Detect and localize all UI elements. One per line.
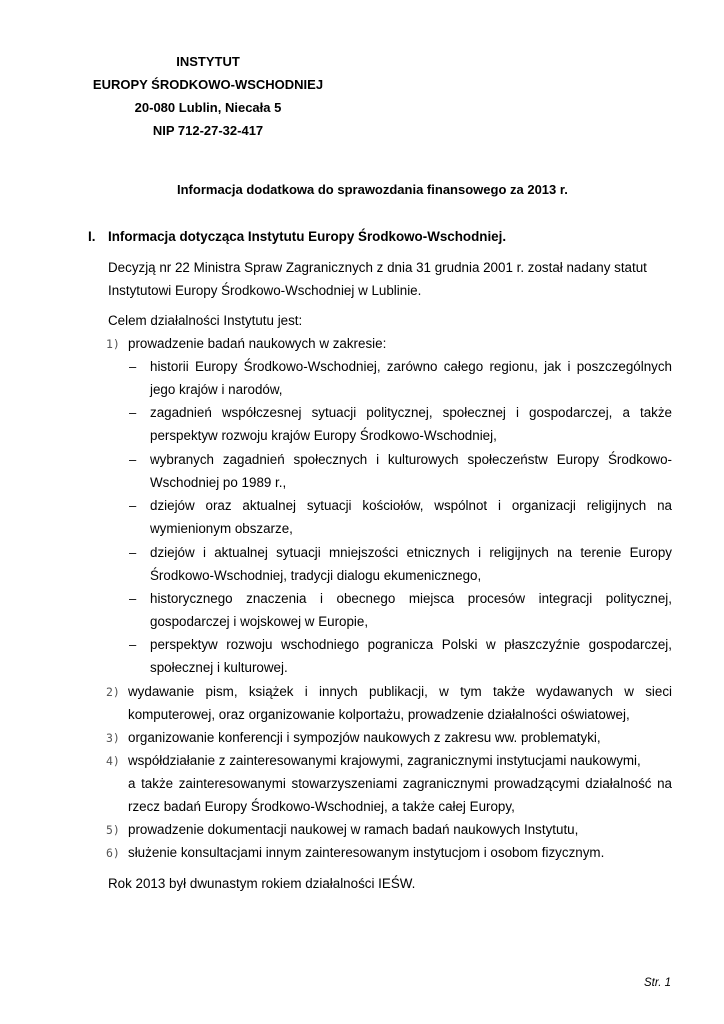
goal-5-number: 5) (106, 823, 120, 837)
subitem-7-line-2: społecznej i kulturowej. (150, 660, 288, 675)
subitem-6-line-1: historycznego znaczenia i obecnego miejsca procesów integracji politycznej, (150, 591, 672, 606)
goal-3-number: 3) (106, 731, 120, 745)
goal-6-number: 6) (106, 846, 120, 860)
goal-4-line-2: a także zainteresowanymi stowarzyszeniami zagranicznymi prowadzącymi działalność na (128, 776, 672, 791)
subitem-2-line-1: zagadnień współczesnej sytuacji politycznej, społecznej i gospodarczej, a także (150, 405, 672, 420)
section-title: Informacja dotycząca Instytutu Europy Środkowo-Wschodniej. (108, 229, 507, 244)
intro-line-1: Decyzją nr 22 Ministra Spraw Zagranicznych z dnia 31 grudnia 2001 r. został nadany statut (108, 260, 647, 275)
intro-line-2: Instytutowi Europy Środkowo-Wschodniej w Lublinie. (108, 283, 422, 298)
subitem-1-line-1: historii Europy Środkowo-Wschodniej, zarówno całego regionu, jak i poszczególnych (150, 359, 672, 374)
subitem-5-line-1: dziejów i aktualnej sytuacji mniejszości etnicznych i religijnych na terenie Europy (150, 545, 672, 560)
goal-6-text: służenie konsultacjami innym zainteresowanym instytucjom i osobom fizycznym. (128, 845, 605, 860)
goals-lead: Celem działalności Instytutu jest: (108, 313, 303, 328)
goal-4-line-3: rzecz badań Europy Środkowo-Wschodniej, a także całej Europy, (128, 799, 515, 814)
subitem-4-line-2: wymienionym obszarze, (150, 521, 293, 536)
subitem-3-line-2: Wschodniej po 1989 r., (150, 475, 287, 490)
goal-4-line-1: współdziałanie z zainteresowanymi krajowymi, zagranicznymi instytucjami naukowymi, (128, 753, 641, 768)
subitem-7-line-1: perspektyw rozwoju wschodniego pogranicza Polski w płaszczyźnie gospodarczej, (150, 637, 672, 652)
subitem-2-line-2: perspektyw rozwoju krajów Europy Środkowo-Wschodniej, (150, 428, 497, 443)
goal-3-text: organizowanie konferencji i sympozjów naukowych z zakresu ww. problematyki, (128, 730, 601, 745)
institute-name-line2: EUROPY ŚRODKOWO-WSCHODNIEJ (92, 77, 324, 92)
bullet-dash-icon: – (129, 405, 137, 420)
goal-2-number: 2) (106, 685, 120, 699)
bullet-dash-icon: – (129, 359, 137, 374)
institute-name-line1: INSTYTUT (176, 54, 240, 69)
goal-4-number: 4) (106, 754, 120, 768)
goal-5-text: prowadzenie dokumentacji naukowej w ramach badań naukowych Instytutu, (128, 822, 579, 837)
subitem-3-line-1: wybranych zagadnień społecznych i kulturowych społeczeństw Europy Środkowo- (150, 452, 672, 467)
goal-2-line-1: wydawanie pism, książek i innych publikacji, w tym także wydawanych w sieci (128, 684, 672, 699)
page-number: Str. 1 (644, 977, 672, 989)
subitem-5-line-2: Środkowo-Wschodniej, tradycji dialogu ekumenicznego, (150, 568, 482, 583)
subitem-1-line-2: jego krajów i narodów, (150, 382, 283, 397)
bullet-dash-icon: – (129, 591, 137, 606)
bullet-dash-icon: – (129, 637, 137, 652)
closing-sentence: Rok 2013 był dwunastym rokiem działalności IEŚW. (108, 876, 416, 891)
subitem-4-line-1: dziejów oraz aktualnej sytuacji kościołów, wspólnot i organizacji religijnych na (150, 498, 672, 513)
document-title: Informacja dodatkowa do sprawozdania finansowego za 2013 r. (177, 182, 568, 197)
institute-address: 20-080 Lublin, Niecała 5 (134, 100, 282, 115)
institute-nip: NIP 712-27-32-417 (152, 123, 264, 138)
goal-1-number: 1) (106, 337, 120, 351)
goal-1-text: prowadzenie badań naukowych w zakresie: (128, 336, 387, 351)
goal-2-line-2: komputerowej, oraz organizowanie kolportażu, prowadzenie działalności oświatowej, (128, 707, 630, 722)
bullet-dash-icon: – (129, 545, 137, 560)
bullet-dash-icon: – (129, 498, 137, 513)
bullet-dash-icon: – (129, 452, 137, 467)
section-number: I. (88, 229, 96, 244)
subitem-6-line-2: gospodarczej i wojskowej w Europie, (150, 614, 369, 629)
